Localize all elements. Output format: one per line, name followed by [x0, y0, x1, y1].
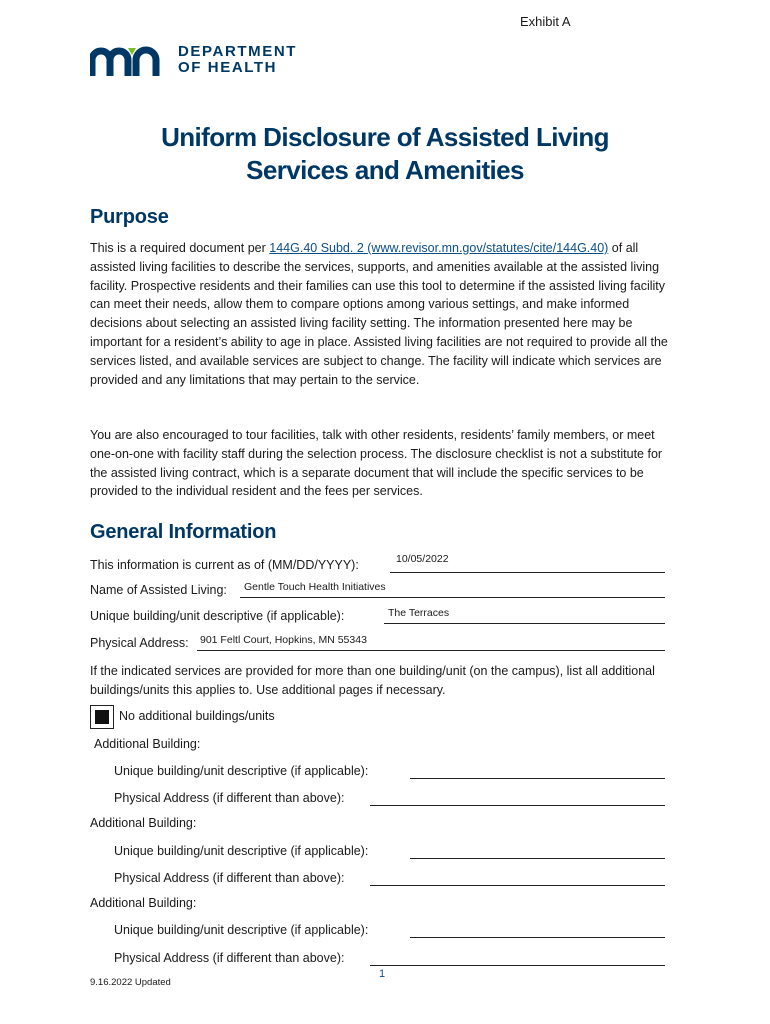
exhibit-label: Exhibit A	[520, 14, 571, 29]
name-label: Name of Assisted Living:	[90, 583, 227, 597]
page-title	[0, 121, 770, 187]
purpose-paragraph-1	[90, 239, 680, 389]
additional-3-address-label: Physical Address (if different than above):	[114, 951, 345, 965]
additional-2-address-label: Physical Address (if different than above):	[114, 871, 345, 885]
page-number: 1	[379, 968, 386, 980]
additional-2-unique-label: Unique building/unit descriptive (if applicable):	[114, 844, 369, 858]
additional-3-address-row	[114, 946, 665, 966]
checkbox-checked-mark	[95, 710, 109, 724]
purpose-heading: Purpose	[90, 206, 169, 228]
additional-1-unique-field[interactable]	[410, 760, 665, 779]
no-additional-label: No additional buildings/units	[119, 709, 275, 723]
additional-building-1-label: Additional Building:	[94, 737, 201, 751]
unique-building-row	[90, 604, 665, 624]
unique-building-value: The Terraces	[388, 607, 450, 619]
additional-1-unique-row	[114, 759, 665, 779]
purpose-text-start: This is a required document per	[90, 241, 270, 255]
additional-2-unique-row	[114, 839, 665, 859]
title-line-2: Services and Amenities	[246, 155, 524, 185]
general-info-heading: General Information	[90, 521, 277, 543]
current-date-value: 10/05/2022	[396, 553, 449, 565]
additional-3-unique-row	[114, 918, 665, 938]
additional-building-2-label: Additional Building:	[90, 816, 197, 830]
logo-text	[178, 44, 297, 76]
additional-1-address-field[interactable]	[370, 787, 665, 806]
current-date-label: This information is current as of (MM/DD/YYYY):	[90, 558, 359, 572]
no-additional-checkbox[interactable]	[90, 705, 114, 729]
current-date-row	[90, 553, 665, 573]
statute-link[interactable]: 144G.40 Subd. 2 (www.revisor.mn.gov/statutes/cite/144G.40)	[269, 241, 609, 255]
mdh-logo	[90, 44, 330, 80]
updated-date: 9.16.2022 Updated	[90, 977, 171, 988]
address-value: 901 Feltl Court, Hopkins, MN 55343	[200, 634, 367, 646]
address-label: Physical Address:	[90, 636, 189, 650]
purpose-text-rest: of all assisted living facilities to describe the services, supports, and amenities available at the assisted living facility. Prospective residents and their families can use this tool to determine if the assisted living facility can meet their needs, allow them to compare options among various settings, and make informed decisions about selecting an assisted living facility setting. The information presented here may be important for a resident’s ability to age in place. Assisted living facilities are not required to provide all the services listed, and available services are subject to change. The facility will indicate which services are provided and any limitations that may pertain to the service.	[90, 241, 668, 387]
additional-2-unique-field[interactable]	[410, 840, 665, 859]
purpose-paragraph-2: You are also encouraged to tour facilities, talk with other residents, residents’ family members, or meet one-on-one with facility staff during the selection process. The disclosure checklist is not a substitute for the assisted living contract, which is a separate document that will include the specific services to be provided to the individual resident and the fees per services.	[90, 428, 663, 499]
additional-building-3-label: Additional Building:	[90, 896, 197, 910]
additional-1-address-row	[114, 786, 665, 806]
logo-line-1: DEPARTMENT	[178, 43, 298, 60]
additional-1-address-label: Physical Address (if different than above):	[114, 791, 345, 805]
name-row	[90, 578, 665, 598]
address-row	[90, 631, 665, 651]
title-line-1: Uniform Disclosure of Assisted Living	[161, 122, 609, 152]
additional-1-unique-label: Unique building/unit descriptive (if applicable):	[114, 764, 369, 778]
mn-logo-icon	[90, 46, 172, 78]
name-value: Gentle Touch Health Initiatives	[244, 581, 386, 593]
additional-3-address-field[interactable]	[370, 947, 665, 966]
additional-3-unique-field[interactable]	[410, 919, 665, 938]
logo-line-2: OF HEALTH	[178, 59, 278, 76]
additional-2-address-row	[114, 866, 665, 886]
unique-building-label: Unique building/unit descriptive (if applicable):	[90, 609, 345, 623]
additional-2-address-field[interactable]	[370, 867, 665, 886]
multi-building-instructions: If the indicated services are provided for more than one building/unit (on the campus), list all additional buildings/units this applies to. Use additional pages if necessary.	[90, 664, 655, 697]
additional-3-unique-label: Unique building/unit descriptive (if applicable):	[114, 923, 369, 937]
